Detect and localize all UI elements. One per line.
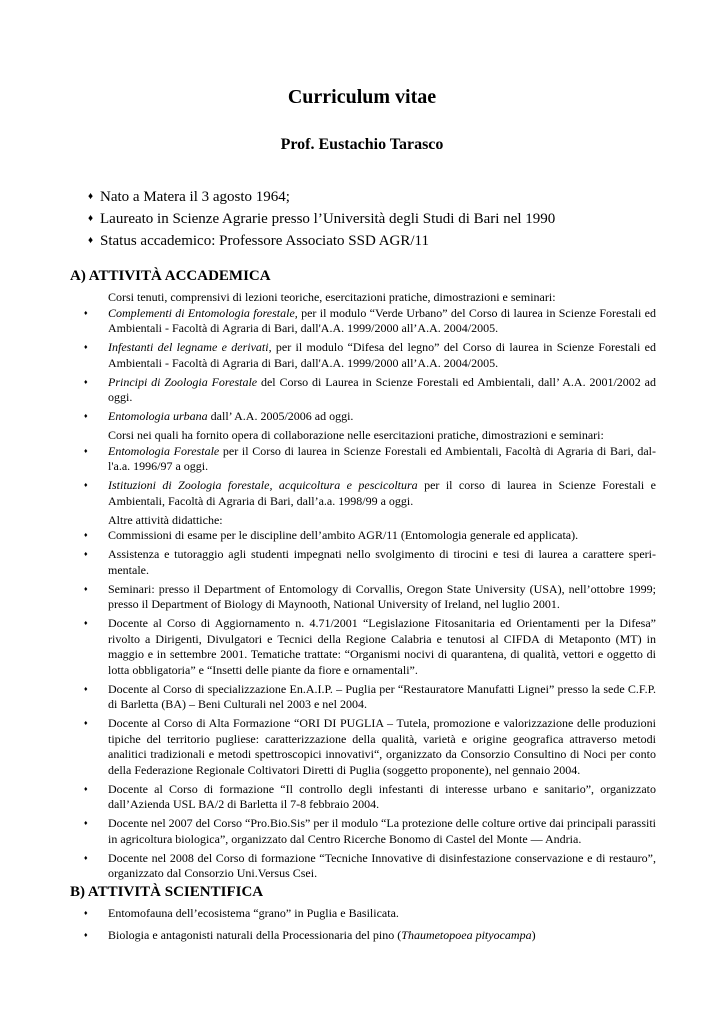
personal-info-item: ♦ Status accademico: Professore Associato SSD AGR/11 [88,230,555,252]
other-activity-item: ♦ Docente nel 2008 del Corso di formazione “Tecniche Innovative di disinfestazione conservazione e di restauro”, organizzato dal Consorzio Uni.Versus Csei. [84,851,656,882]
personal-info-item: ♦ Nato a Matera il 3 agosto 1964; [88,186,555,208]
other-activity-item: ♦ Docente al Corso di specializzazione En.A.I.P. – Puglia per “Restauratore Manufatti Lignei” presso la sede C.F.P. di Barletta (BA) – Beni Culturali nel 2003 e nel 2004. [84,682,656,713]
academic-activity-block [84,290,656,885]
other-activity-item: ♦ Docente al Corso di Alta Formazione “ORI DI PUGLIA – Tutela, promozione e valorizzazione delle produzioni tipiche del territorio pugliese: caratterizzazione della qualità, varietà e origine geografica attraverso metodi analitici tradizionali e metodi spettroscopici innovativi“, organizzato da Consorzio Consultino di Noci per conto della Federazione Regionale Coltivatori Diretti di Puglia (soggetto proponente), nel gennaio 2004. [84,716,656,778]
other-activity-item: ♦ Docente al Corso di Aggiornamento n. 4.71/2001 “Legislazione Fitosanitaria ed Orientamenti per la Difesa” rivolto a Dirigenti, Divulgatori e Tecnici della Regione Calabria e tenutosi al CIFDA di Metaponto (MT) in maggio e in settembre 2001. Tematiche trattate: “Organismi nocivi di quarantena, di qualità, vettori e oggetto di lotta obbligatoria” e “Insetti delle piante da fiore e ornamentali”. [84,616,656,678]
other-activity-item: ♦ Commissioni di esame per le discipline dell’ambito AGR/11 (Entomologia generale ed applicata). [84,528,656,544]
research-item: ♦ Biologia e antagonisti naturali della Processionaria del pino (Thaumetopoea pityocampa) [84,928,656,944]
section-heading-academic: A) ATTIVITÀ ACCADEMICA [70,268,271,284]
courses-intro: Corsi tenuti, comprensivi di lezioni teoriche, esercitazioni pratiche, dimostrazioni e seminari: [108,290,556,304]
diamond-bullet-icon: ♦ [88,191,94,202]
author-name: Prof. Eustachio Tarasco [280,136,444,153]
other-activity-item: ♦ Assistenza e tutoraggio agli studenti impegnati nello svolgimento di tirocini e tesi di laurea a carattere speri-mentale. [84,547,656,578]
personal-info-list [88,186,555,252]
course-item: ♦ Principi di Zoologia Forestale del Corso di Laurea in Scienze Forestali ed Ambientali, dall’ A.A. 2001/2002 ad oggi. [84,375,656,406]
other-activity-item: ♦ Seminari: presso il Department of Entomology di Corvallis, Oregon State University (USA), nell’ottobre 1999; presso il Department of Biology di Maynooth, National University of Ireland, nel luglio 2001. [84,582,656,613]
collaboration-item: ♦ Entomologia Forestale per il Corso di laurea in Scienze Forestali ed Ambientali, Facoltà di Agraria di Bari, dal-l'a.a. 1996/97 a oggi. [84,444,656,475]
other-activity-item: ♦ Docente nel 2007 del Corso “Pro.Bio.Sis” per il modulo “La protezione delle colture ortive dai principali parassiti in agricoltura biologica”, organizzato dal Centro Ricerche Bonomo di Castel del Monte — Andria. [84,816,656,847]
collaboration-item: ♦ Istituzioni di Zoologia forestale, acquicoltura e pescicoltura per il corso di laurea in Scienze Forestali e Ambientali, Facoltà di Agraria di Bari, dall’a.a. 1998/99 a oggi. [84,478,656,509]
diamond-bullet-icon: ♦ [88,213,94,224]
collaboration-intro: Corsi nei quali ha fornito opera di collaborazione nelle esercitazioni pratiche, dimostrazioni e seminari: [108,428,604,442]
course-item: ♦ Complementi di Entomologia forestale, per il modulo “Verde Urbano” del Corso di laurea in Scienze Forestali ed Ambientali - Facoltà di Agraria di Bari, dall'A.A. 1999/2000 all’A.A. 2004/2005. [84,306,656,337]
diamond-bullet-icon: ♦ [88,235,94,246]
other-activities-intro: Altre attività didattiche: [108,512,223,527]
course-item: ♦ Infestanti del legname e derivati, per il modulo “Difesa del legno” del Corso di laurea in Scienze Forestali ed Ambientali - Facoltà di Agraria di Bari, dall'A.A. 1999/2000 all’A.A. 2004/2005. [84,340,656,371]
research-item: ♦ Entomofauna dell’ecosistema “grano” in Puglia e Basilicata. [84,906,656,922]
other-activity-item: ♦ Docente al Corso di formazione “Il controllo degli infestanti di interesse urbano e sanitario”, organizzato dall’Azienda USL BA/2 di Barletta il 7-8 febbraio 2004. [84,782,656,813]
course-item: ♦ Entomologia urbana dall’ A.A. 2005/2006 ad oggi. [84,409,656,425]
personal-info-item: ♦ Laureato in Scienze Agrarie presso l’Università degli Studi di Bari nel 1990 [88,208,555,230]
scientific-activity-block [84,906,656,949]
document-title: Curriculum vitae [287,86,437,108]
section-heading-scientific: B) ATTIVITÀ SCIENTIFICA [70,884,264,900]
